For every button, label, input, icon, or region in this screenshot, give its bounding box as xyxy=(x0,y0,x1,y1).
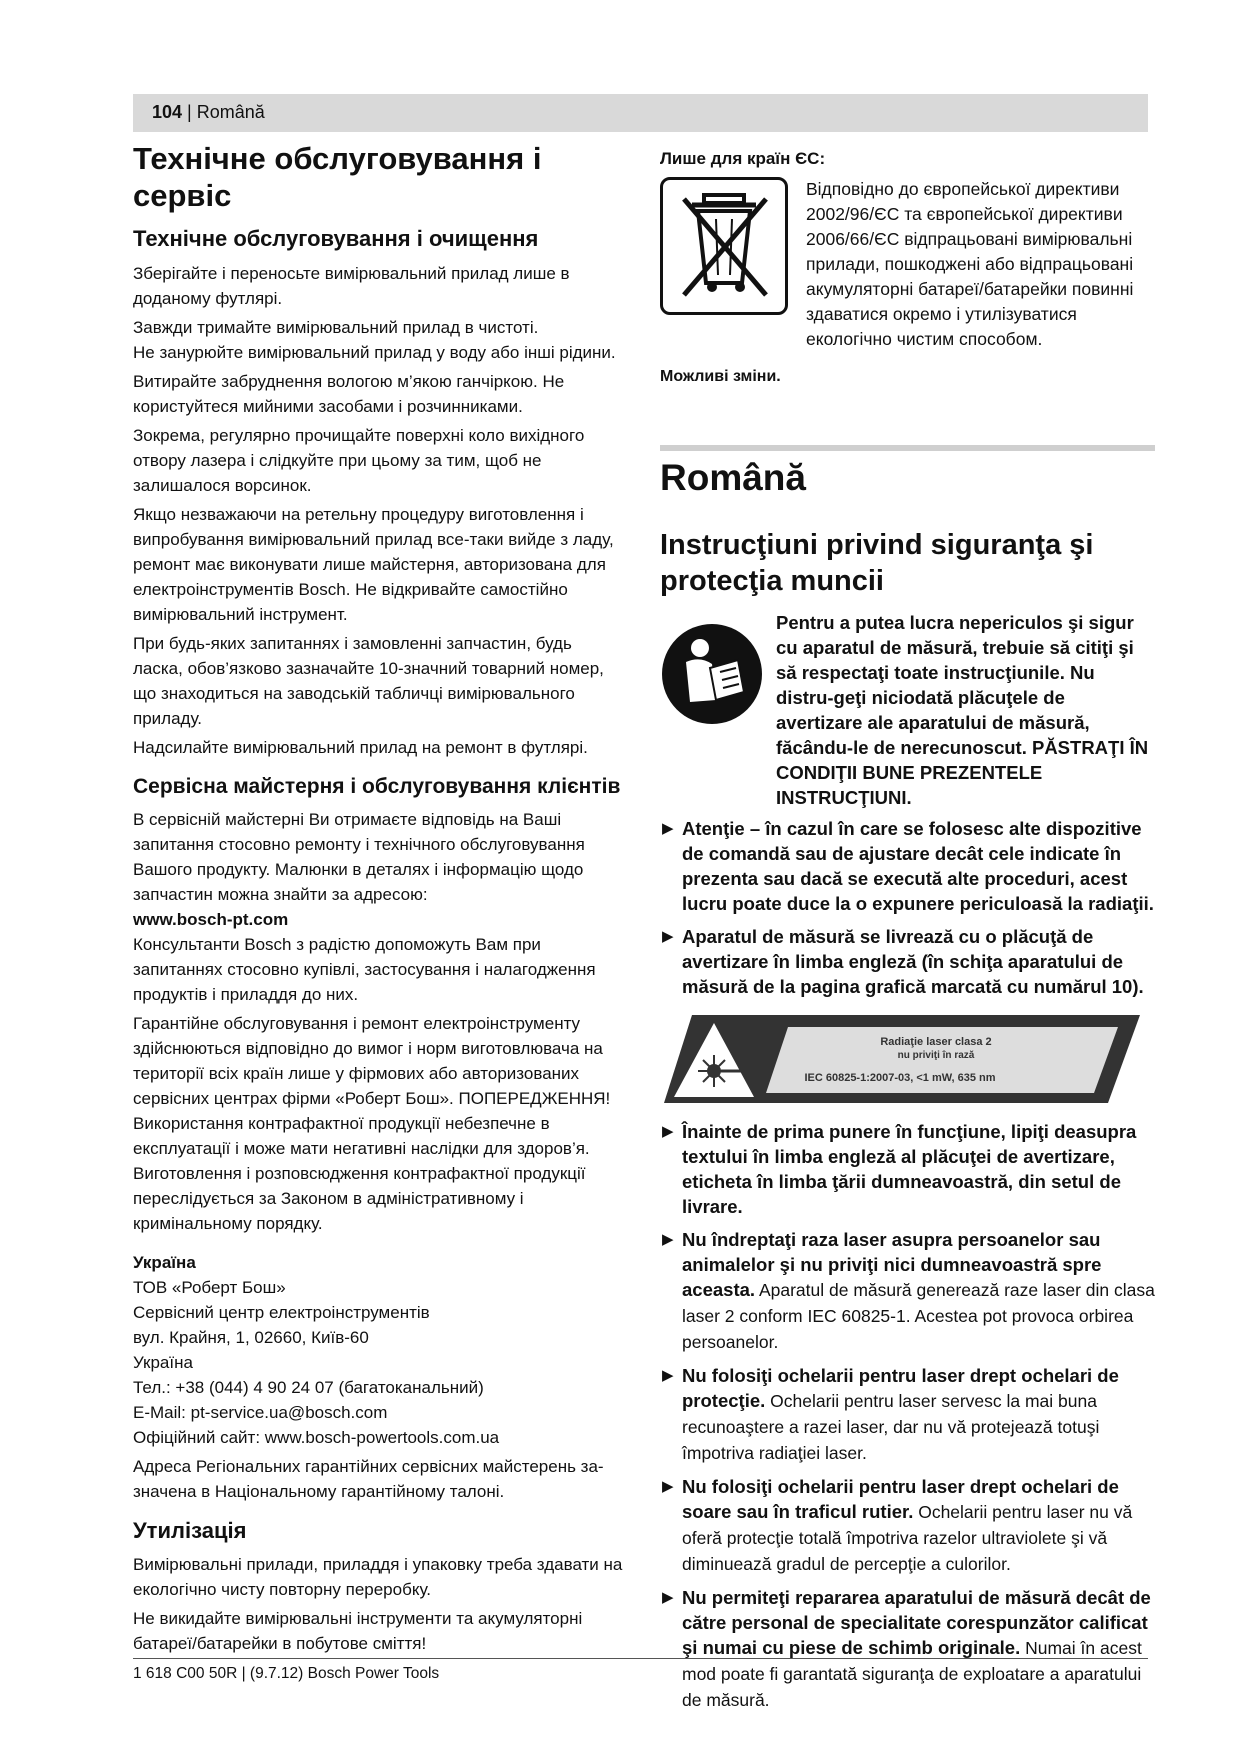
bullet-bold-text: Aparatul de măsură se livrează cu o plăcuţă de avertizare în limba engleză (în schiţa aparatului de măsură de la pagina grafică marcată cu numărul 10). xyxy=(682,925,1144,997)
contact-line: вул. Крайня, 1, 02660, Київ-60 xyxy=(133,1327,369,1347)
label-line-3: IEC 60825-1:2007-03, <1 mW, 635 nm xyxy=(804,1071,996,1084)
bullet-normal-text: Aparatul de măsură generează raze laser din clasa laser 2 conform IEC 60825-1. Acestea pot provoca orbirea persoanelor. xyxy=(682,1279,1155,1352)
disposal-paragraph: Вимірювальні прилади, приладдя і упаковку треба здавати на екологічно чисту повторну переробку. xyxy=(133,1555,623,1600)
bullet-bold-text: Atenţie – în cazul în care se folosesc alte dispozitive de comandă sau de ajustare decât cele indicate în prezenta sau dacă se execută alte proceduri, acest lucru poate duce la o expunere periculoasă la radiaţii. xyxy=(682,817,1154,914)
disposal-heading: Утилізація xyxy=(133,1517,247,1543)
cleaning-paragraph: Завжди тримайте вимірювальний прилад в чистоті. xyxy=(133,317,539,337)
page-header xyxy=(152,102,265,123)
bullet-arrow-icon: ▶ xyxy=(662,1477,674,1495)
cleaning-heading: Технічне обслуговування і очищення xyxy=(133,226,539,252)
header-language: Română xyxy=(196,102,265,122)
safety-heading: Instrucţiuni privind siguranţa şi protecţia muncii xyxy=(660,529,1094,598)
footer-divider xyxy=(133,1658,1148,1659)
service-paragraph: Гарантійне обслуговування і ремонт електроінструменту здійснюються відповідно до вимог і норм виготовлювача на території всіх країн лише у фірмових або авторизованих сервісних центрах фірми «Роберт Бош». ПОПЕРЕДЖЕННЯ! Використання контрафактної продукції небезпечне в експлуатації і може мати негативні наслідки для здоров’я. Виготовлення і розповсюдження контрафактної продукції переслідується за Законом в адміністративному і кримінальному порядку. xyxy=(133,1013,611,1233)
cleaning-paragraph: Не занурюйте вимірювальний прилад у воду або інші рідини. xyxy=(133,342,616,362)
contact-country: Україна xyxy=(133,1252,196,1272)
bullet-arrow-icon: ▶ xyxy=(662,819,674,837)
bullet-bold-text: Nu folosiţi ochelarii pentru laser drept ochelari de soare sau în traficul rutier. xyxy=(682,1475,1119,1522)
contact-line: E-Mail: pt-service.ua@bosch.com xyxy=(133,1402,388,1422)
bullet-arrow-icon: ▶ xyxy=(662,927,674,945)
service-url[interactable]: www.bosch-pt.com xyxy=(133,909,289,929)
bullet-normal-text: Numai în acest mod poate fi garantată siguranţa de exploatare a aparatului de măsură. xyxy=(682,1637,1142,1710)
eu-directive-text: Відповідно до європейської директиви 2002/96/ЄС та європейської директиви 2006/66/ЄС відпрацьовані вимірювальні прилади, пошкоджені або відпрацьовані акумуляторні батареї/батарейки повинні здаватися окремо і утилізуватися екологічно чистим способом. xyxy=(806,179,1134,349)
contact-note: Адреса Регіональних гарантійних сервісних майстерень за-значена в Національному гарантійному талоні. xyxy=(133,1456,604,1501)
bullet-normal-text: Ochelarii pentru laser nu vă oferă protecţie totală împotriva razelor ultraviolete şi vă diminuează gradul de percepţie a culorilor. xyxy=(682,1501,1133,1574)
laser-warning-label xyxy=(660,1013,1140,1105)
safety-warning-text: Pentru a putea lucra nepericulos şi sigur cu aparatul de măsură, trebuie să citiţi şi să respectaţi toate instrucţiunile. Nu distru-geţi niciodată plăcuţele de avertizare ale aparatului de măsură, făcându-le de nerecunoscut. PĂSTRAŢI ÎN CONDIŢII BUNE PREZENTELE INSTRUCŢIUNI. xyxy=(776,611,1149,808)
safety-bullet xyxy=(660,924,1155,999)
left-column xyxy=(133,140,623,1660)
safety-bullet xyxy=(660,1474,1155,1577)
bullet-bold-text: Nu folosiţi ochelarii pentru laser drept ochelari de protecţie. xyxy=(682,1364,1119,1411)
eu-heading: Лише для країн ЄС: xyxy=(660,149,826,168)
section-divider xyxy=(660,445,1155,451)
bullet-bold-text: Nu îndreptaţi raza laser asupra persoanelor sau animalelor şi nu priviţi nici dumneavoastră spre aceasta. xyxy=(682,1228,1102,1300)
read-instructions-block xyxy=(660,610,1155,810)
safety-bullet xyxy=(660,1363,1155,1466)
cleaning-paragraph: При будь-яких запитаннях і замовленні запчастин, будь ласка, обов’язково зазначайте 10-значний товарний номер, що знаходиться на заводській табличці вимірювального приладу. xyxy=(133,633,604,728)
service-paragraph: В сервісній майстерні Ви отримаєте відповідь на Ваші запитання стосовно ремонту і технічного обслуговування Вашого продукту. Малюнки в деталях і інформацію щодо запчастин можна знайти за адресою: xyxy=(133,809,585,904)
right-column xyxy=(660,146,1155,1721)
weee-block xyxy=(660,177,1155,352)
bullet-arrow-icon: ▶ xyxy=(662,1122,674,1140)
contact-line: Тел.: +38 (044) 4 90 24 07 (багатоканальний) xyxy=(133,1377,484,1397)
bullet-arrow-icon: ▶ xyxy=(662,1588,674,1606)
cleaning-paragraph: Зберігайте і переносьте вимірювальний прилад лише в доданому футлярі. xyxy=(133,263,570,308)
page-number: 104 xyxy=(152,102,183,122)
label-line-2: nu priviţi în rază xyxy=(897,1049,975,1061)
disposal-paragraph: Не викидайте вимірювальні інструменти та акумуляторні батареї/батарейки в побутове сміття! xyxy=(133,1609,583,1654)
bullet-bold-text: Înainte de prima punere în funcţiune, lipiţi deasupra textului în limba engleză al plăcuţei de avertizare, eticheta în limba ţării dumneavoastră, din setul de livrare. xyxy=(682,1120,1137,1217)
maintenance-title: Технічне обслуговування і сервіс xyxy=(133,141,542,214)
bullet-bold-text: Nu permiteţi repararea aparatului de măsură decât de către personal de specialitate corespunzător calificat şi numai cu piese de schimb originale. xyxy=(682,1586,1151,1658)
changes-note: Можливі зміни. xyxy=(660,368,781,385)
header-separator: | xyxy=(182,102,197,122)
contact-line: ТОВ «Роберт Бош» xyxy=(133,1277,286,1297)
safety-bullet xyxy=(660,816,1155,916)
romanian-title: Română xyxy=(660,457,806,498)
header-bar xyxy=(133,94,1148,132)
read-manual-icon xyxy=(660,622,764,726)
cleaning-paragraph: Зокрема, регулярно прочищайте поверхні коло вихідного отвору лазера і слідкуйте при цьому за тим, щоб не залишалося ворсинок. xyxy=(133,425,585,495)
bullet-arrow-icon: ▶ xyxy=(662,1230,674,1248)
crossed-bin-icon xyxy=(660,177,788,315)
bullet-normal-text: Ochelarii pentru laser servesc la mai buna recunoaştere a razei laser, dar nu vă protejează totuşi împotriva radiaţiei laser. xyxy=(682,1390,1100,1463)
cleaning-paragraph: Якщо незважаючи на ретельну процедуру виготовлення і випробування вимірювальний прилад все-таки вийде з ладу, ремонт має виконувати лише майстерня, авторизована для електроінструментів Bosch. Не відкривайте самостійно вимірювальний інструмент. xyxy=(133,504,614,624)
contact-line: Сервісний центр електроінструментів xyxy=(133,1302,430,1322)
contact-line: Україна xyxy=(133,1352,193,1372)
safety-bullet xyxy=(660,1119,1155,1219)
cleaning-paragraph: Надсилайте вимірювальний прилад на ремонт в футлярі. xyxy=(133,737,588,757)
service-paragraph: Консультанти Bosch з радістю допоможуть Вам при запитаннях стосовно купівлі, застосування і налагодження продуктів і приладдя до них. xyxy=(133,934,596,1004)
service-heading: Сервісна майстерня і обслуговування клієнтів xyxy=(133,774,621,798)
bullet-arrow-icon: ▶ xyxy=(662,1366,674,1384)
label-line-1: Radiaţie laser clasa 2 xyxy=(880,1035,992,1048)
safety-bullet xyxy=(660,1585,1155,1713)
page-footer: 1 618 C00 50R | (9.7.12) Bosch Power Tools xyxy=(133,1665,440,1682)
cleaning-paragraph: Витирайте забруднення вологою м’якою ганчіркою. Не користуйтеся мийними засобами і розчинниками. xyxy=(133,371,565,416)
contact-line: Офіційний сайт: www.bosch-powertools.com.ua xyxy=(133,1427,500,1447)
safety-bullet xyxy=(660,1227,1155,1355)
